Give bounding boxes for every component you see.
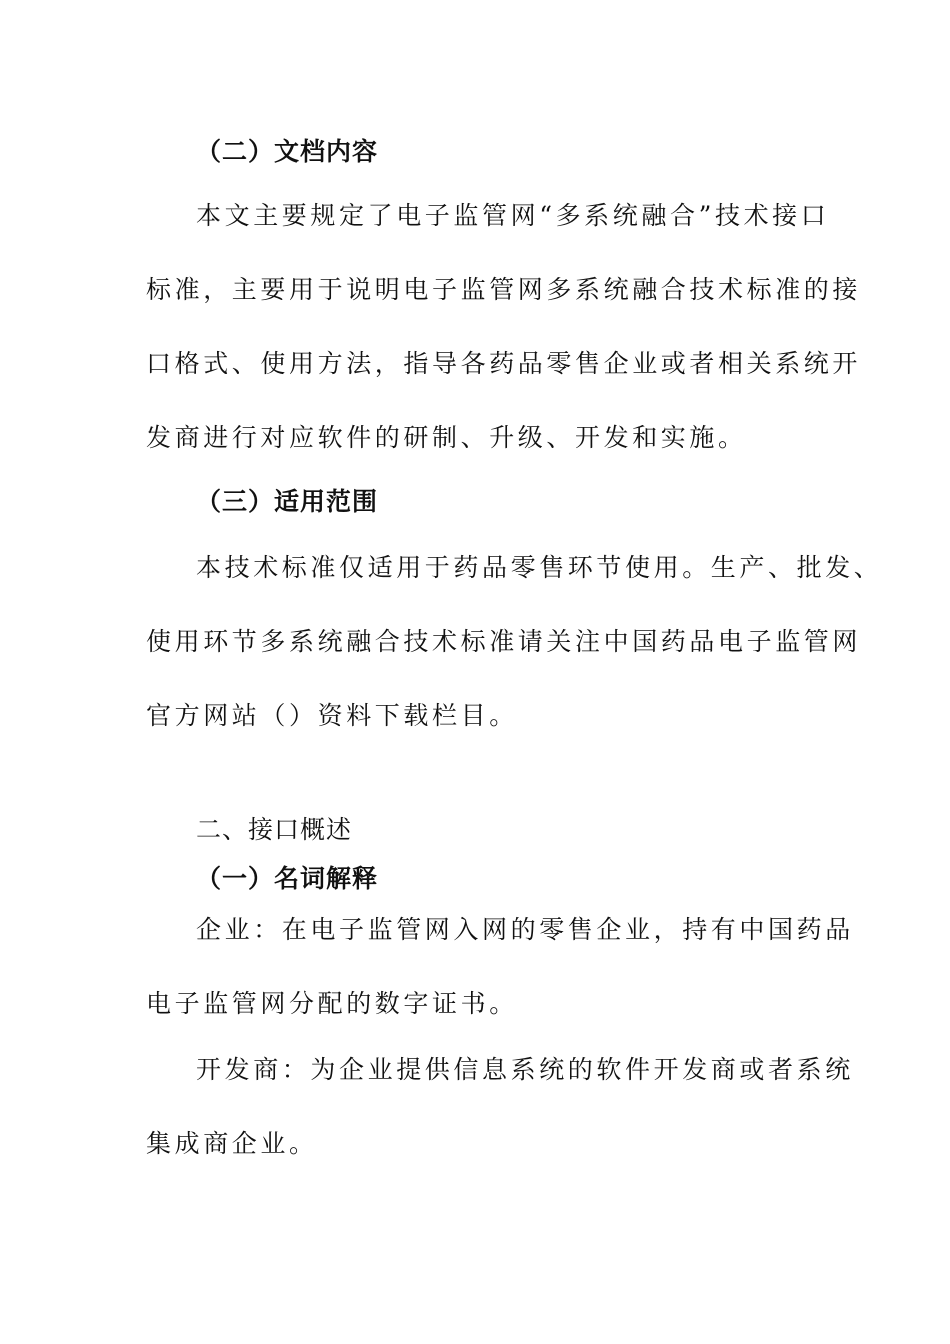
paragraph-line: 发商进行对应软件的研制、升级、开发和实施。 xyxy=(146,423,747,452)
section-heading-glossary: （一）名词解释 xyxy=(196,864,379,893)
section-heading-document-content: （二）文档内容 xyxy=(196,137,379,166)
chapter-heading-interface-overview: 二、接口概述 xyxy=(196,815,353,844)
section-heading-scope: （三）适用范围 xyxy=(196,487,379,516)
definition-line: 企业：在电子监管网入网的零售企业，持有中国药品 xyxy=(196,915,854,944)
paragraph-line: 本文主要规定了电子监管网“多系统融合”技术接口 xyxy=(196,201,830,230)
definition-line: 集成商企业。 xyxy=(146,1129,318,1158)
paragraph-line: 本技术标准仅适用于药品零售环节使用。生产、批发、 xyxy=(196,553,883,582)
paragraph-line: 使用环节多系统融合技术标准请关注中国药品电子监管网 xyxy=(146,627,862,656)
definition-line: 电子监管网分配的数字证书。 xyxy=(146,989,518,1018)
paragraph-line: 官方网站（）资料下载栏目。 xyxy=(146,701,518,730)
paragraph-line: 口格式、使用方法，指导各药品零售企业或者相关系统开 xyxy=(146,349,862,378)
paragraph-line: 标准，主要用于说明电子监管网多系统融合技术标准的接 xyxy=(146,275,862,304)
definition-line: 开发商：为企业提供信息系统的软件开发商或者系统 xyxy=(196,1055,854,1084)
